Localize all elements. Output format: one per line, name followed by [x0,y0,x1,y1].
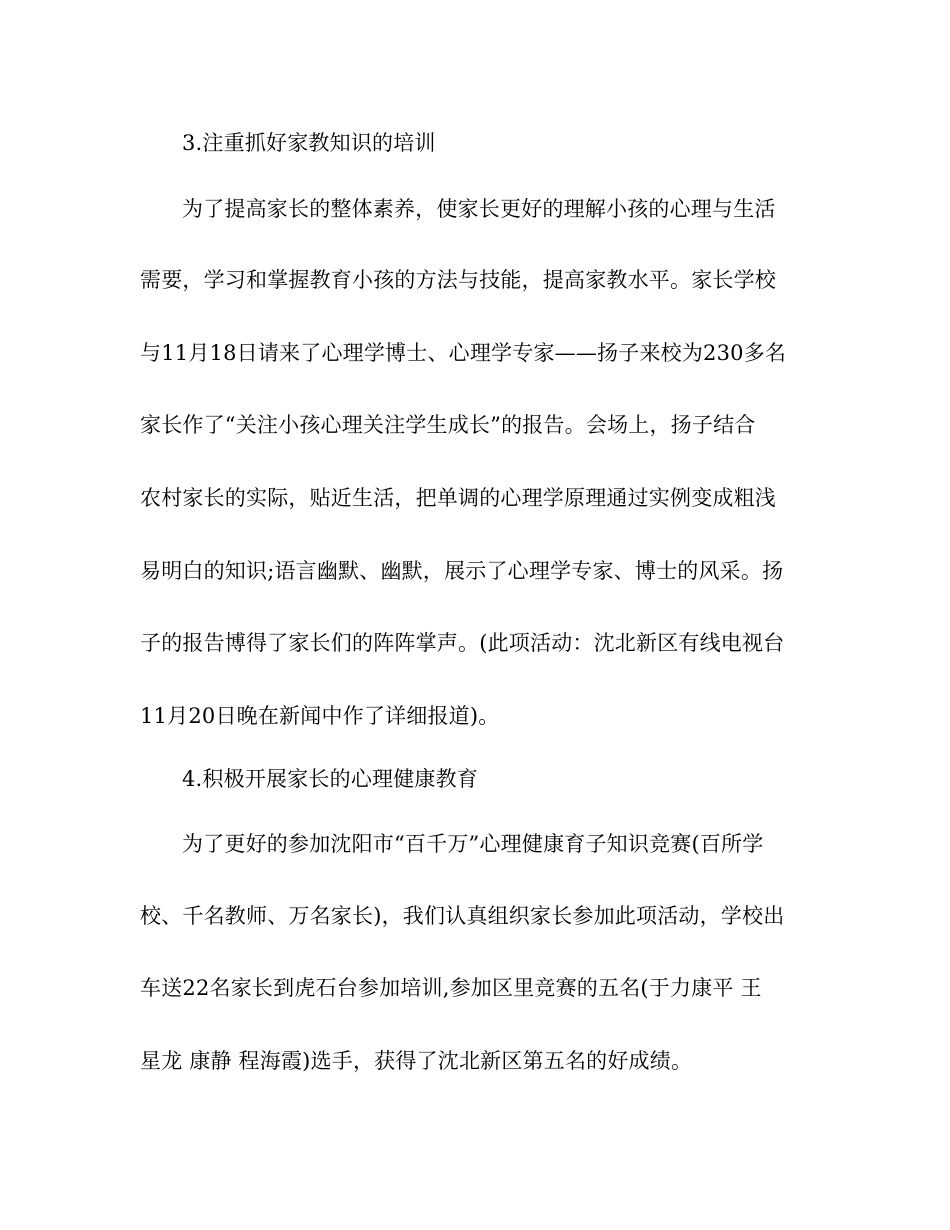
paragraph-line: 与11月18日请来了心理学博士、心理学专家——扬子来校为230多名 [140,341,787,365]
paragraph-line: 星龙 康静 程海霞)选手，获得了沈北新区第五名的好成绩。 [140,1049,693,1073]
paragraph-line: 为了提高家长的整体素养，使家长更好的理解小孩的心理与生活 [182,197,776,221]
paragraph-line: 易明白的知识;语言幽默、幽默，展示了心理学专家、博士的风采。扬 [140,559,784,583]
paragraph-line: 车送22名家长到虎石台参加培训,参加区里竞赛的五名(于力康平 王 [140,976,762,1000]
paragraph-line: 为了更好的参加沈阳市“百千万”心理健康育子知识竞赛(百所学 [182,832,764,856]
paragraph-line: 农村家长的实际，贴近生活，把单调的心理学原理通过实例变成粗浅 [140,486,776,510]
paragraph-line: 需要，学习和掌握教育小孩的方法与技能，提高家教水平。家长学校 [140,268,776,292]
paragraph-line: 家长作了“关注小孩心理关注学生成长”的报告。会场上，扬子结合 [140,413,756,437]
paragraph-line: 校、千名教师、万名家长)，我们认真组织家长参加此项活动，学校出 [140,904,785,928]
section-heading-3: 3.注重抓好家教知识的培训 [182,131,436,155]
section-heading-4: 4.积极开展家长的心理健康教育 [182,767,479,791]
paragraph-line: 11月20日晚在新闻中作了详细报道)。 [140,704,500,728]
paragraph-line: 子的报告博得了家长们的阵阵掌声。(此项活动：沈北新区有线电视台 [140,631,785,655]
